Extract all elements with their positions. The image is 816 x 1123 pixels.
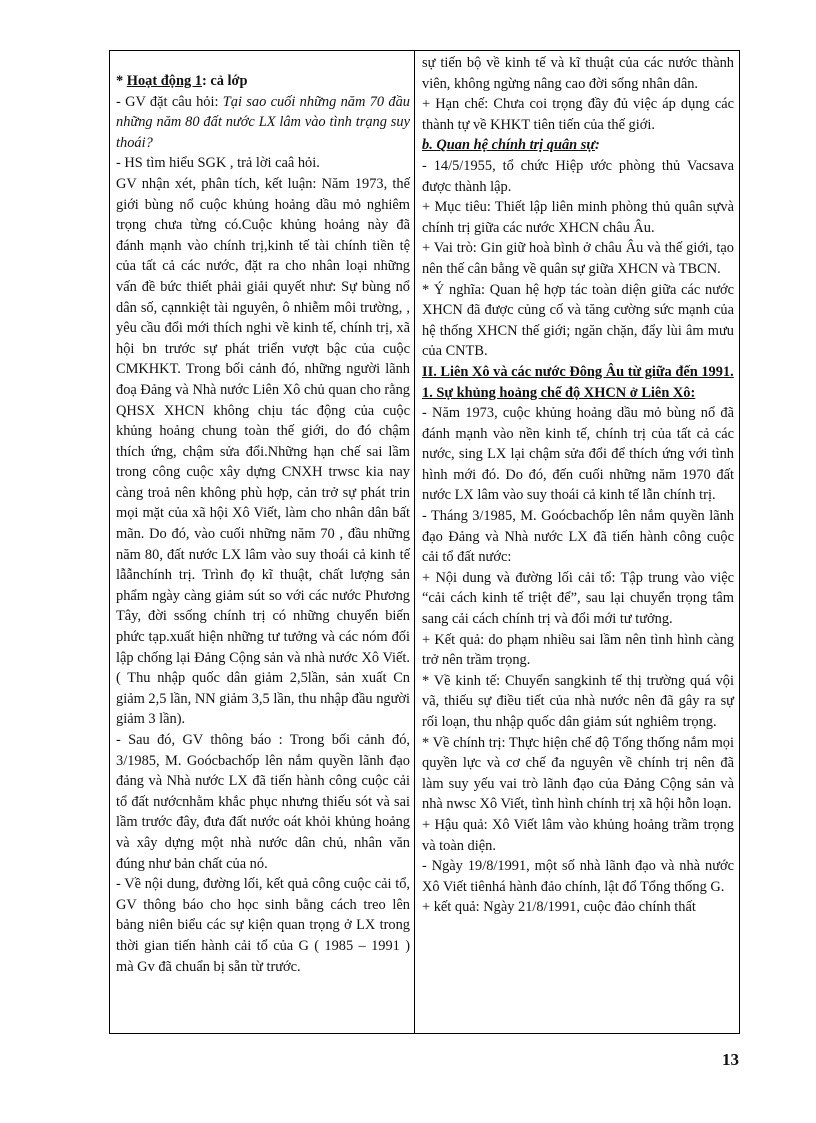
content-paragraph: + Kết quả: do phạm nhiều sai lầm nên tình hình càng trở nên trầm trọng. <box>422 631 734 669</box>
page-number: 13 <box>722 1050 739 1069</box>
content-paragraph: + Nội dung và đường lối cải tổ: Tập trung vào việc “cải cách kinh tế triệt để”, sau lại chuyển trọng tâm sang cải cách chính trị và đổi mới tư tưởng. <box>422 569 734 628</box>
content-paragraph: * Ý nghĩa: Quan hệ hợp tác toàn diện giữa các nước XHCN đã được củng cố và tăng cường sức mạnh của hệ thống XHCN thế giới; ngăn chặn, đẩy lùi âm mưu của CNTB. <box>422 281 734 360</box>
content-paragraph: - Tháng 3/1985, M. Goócbachốp lên nắm quyền lãnh đạo Đảng và Nhà nước LX đã tiến hành công cuộc cải tổ đất nước: <box>422 508 734 566</box>
content-paragraph: * Về kinh tế: Chuyển sangkinh tế thị trường quá vội vã, thiếu sự điều tiết của nhà nước nên đã gây ra sự rối loạn, thu nhập quốc dân giảm sút nghiêm trọng. <box>422 672 734 730</box>
content-paragraph: - Năm 1973, cuộc khủng hoảng dầu mỏ bùng nổ đã đánh mạnh vào nền kinh tế, chính trị của tất cả các nước, sing LX lại chậm sửa đổi để thích ứng với tình hình mới đó. Do đó, đến cuối những năm 1970 đất nước LX lâm vào suy thoái cả kinh tế lẫn chính trị. <box>422 405 734 504</box>
teacher-conclusion: GV nhận xét, phân tích, kết luận: Năm 1973, thế giới bùng nổ cuộc khủng hoảng dầu mỏ nghiêm trọng chưa từng có.Cuộc khủng hoảng này đã đánh mạnh vào chính trị,kinh tế tài chính tiền tệ của tất cả các nước, đặt ra cho nhân loại những vấn đề bức thiết phải giải quyết như: Sự bùng nổ dân số, cạnnkiệt tài nguyên, ô nhiễm môi trường, , yêu cầu đổi mới thích nghi về kinh tế, chính trị, xã hội bn trước sự phát triển vượt bậc của cuộc CMKHKT. Trong bối cảnh đó, những người lãnh đoạ Đảng và Nhà nước Liên Xô chủ quan cho rằng QHSX XHCN không chịu tác động của cuộc khủng hoảng chung toàn thế giới, do đó chậm thích ứng, chậm sửa đổi.Những hạn chế sai lầm trong công cuộc xây dựng CNXH trwsc kia nay càng troả nên không phù hợp, cản trở sự phát trin mọi mặt của xã hội Xô Viết, làm cho nhân dân bất mãn. Do đó, vào cuối những năm 70 , đầu những năm 80, đất nước LX lâm vào suy thoái cả kinh tế lẫẫnchính trị. Trình đọ kĩ thuật, chất lượng sản phẩm ngày càng giảm sút so với các nước Phương Tây, đời ssống chính trị có những chuyển biến phức tạp.xuất hiện những tư tưởng và các nóm đối lập chống lại Đảng Cộng sản và nhà nước Xô Viết. ( Thu nhập quốc dân giảm 2,5lần, sản xuất Cn giảm 2,5 lần, NN giảm 3,5 lần, thu nhập đầu người giảm 3 lần). <box>116 175 410 728</box>
content-paragraph: sự tiến bộ về kinh tế và kĩ thuật của các nước thành viên, không ngừng nâng cao đời sống nhân dân. <box>422 55 734 92</box>
teacher-announcement: - Sau đó, GV thông báo : Trong bối cảnh đó, 3/1985, M. Goócbachốp lên nắm quyền lãnh đạo đảng và Nhà nước LX đã tiến hành công cuộc cải tổ đất nướcnhằm khắc phục nhưng thiếu sót và sai lầm trước đây, đưa đất nước oát khỏi khủng hoảng và xây dựng một nhà nước dân chủ, nhân văn đúng như bản chất của nó. <box>116 732 410 872</box>
section-heading-1: 1. Sự khủng hoảng chế độ XHCN ở Liên Xô: <box>422 384 696 401</box>
teacher-question: - GV đặt câu hỏi: Tại sao cuối những năm 70 đầu những năm 80 đất nước LX lâm vào tình trạng suy thoái? <box>116 93 410 151</box>
content-paragraph: + Mục tiêu: Thiết lập liên minh phòng thủ quân sựvà chính trị giữa các nước XHCN châu Âu. <box>422 199 734 236</box>
content-paragraph: + Vai trò: Gin giữ hoà bình ở châu Âu và thế giới, tạo nên thế cân bằng về quân sự giữa XHCN và TBCN. <box>422 240 734 277</box>
section-heading-b: b. Quan hệ chính trị quân sự: <box>422 137 600 154</box>
content-paragraph: * Về chính trị: Thực hiện chế độ Tổng thống nắm mọi quyền lực và cơ chế đa nguyên về chính trị nên đã làm suy yếu vai trò lãnh đạo của Đảng Cộng sản và nhà nwsc Xô Viết, tình hình chính trị xã hội hỗn loạn. <box>422 734 734 813</box>
content-paragraph: - Ngày 19/8/1991, một số nhà lãnh đạo và nhà nước Xô Viết tiênhá hành đảo chính, lật đổ Tổng thống G. <box>422 858 734 895</box>
activity-heading: * Hoạt động 1: cả lớp <box>116 73 248 89</box>
teacher-activity-column <box>110 51 415 1033</box>
content-paragraph: + Hậu quả: Xô Viết lâm vào khủng hoảng trầm trọng và toàn diện. <box>422 816 734 854</box>
content-paragraph: + Hạn chế: Chưa coi trọng đầy đủ việc áp dụng các thành tự về KHKT tiên tiến của thế giới. <box>422 96 734 133</box>
teacher-timeline-note: - Về nội dung, đường lối, kết quả công cuộc cải tổ, GV thông báo cho học sinh bằng cách treo lên bảng niên biểu các sự kiện quan trọng ở LX trong thời gian tiến hành cải tổ của G ( 1985 – 1991 ) mà Gv đã chuẩn bị sẵn từ trước. <box>116 876 410 975</box>
content-paragraph: + kết quả: Ngày 21/8/1991, cuộc đảo chính thất <box>422 899 696 916</box>
content-column <box>415 51 739 1033</box>
lesson-table <box>109 50 740 1034</box>
section-heading-ii: II. Liên Xô và các nước Đông Âu từ giữa đến 1991. <box>422 363 734 380</box>
content-paragraph: - 14/5/1955, tổ chức Hiệp ước phòng thủ Vacsava được thành lập. <box>422 157 734 195</box>
student-task: - HS tìm hiểu SGK , trả lời caâ hỏi. <box>116 155 320 172</box>
